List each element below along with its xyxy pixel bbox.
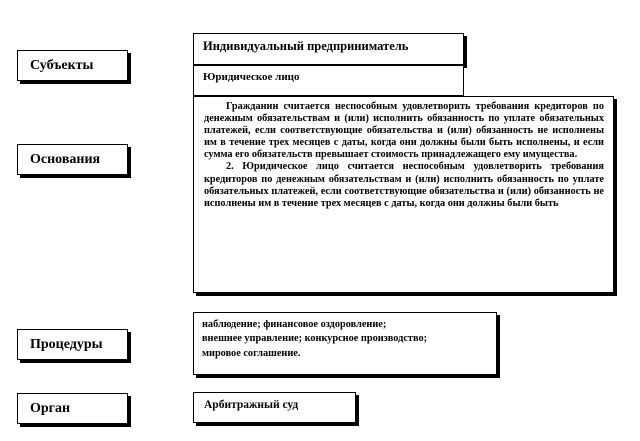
organ-box (193, 392, 356, 423)
label-procedures-text: Процедуры (30, 336, 103, 352)
subject-individual-box (193, 33, 464, 65)
label-organ (17, 393, 128, 424)
procedures-box (193, 312, 497, 375)
label-procedures (17, 329, 128, 360)
label-grounds (17, 144, 128, 175)
grounds-paragraph-1: Гражданин считается неспособным удовлетворить требования кредиторов по денежным обязательствам и (или) исполнить обязанность по уплате обязательных платежей, если соответствующие обязательства и (или) обязанность не исполнены им в течение трех месяцев с даты, когда они должны были быть исполнены, и если сумма его обязательств превышает стоимость принадлежащего ему имущества. (204, 101, 604, 161)
subject-legal-text: Юридическое лицо (203, 71, 300, 83)
grounds-box (193, 96, 614, 293)
label-subjects (17, 50, 128, 81)
label-organ-text: Орган (30, 400, 71, 416)
grounds-paragraph-2: 2. Юридическое лицо считается неспособным удовлетворить требования кредиторов по денежным обязательствам и (или) исполнить обязанность по уплате обязательных платежей, если соответствующие обязательства и (или) обязанность не исполнены им в течение трех месяцев с даты, когда они должны были быть (204, 161, 604, 209)
subject-individual-text: Индивидуальный предприниматель (203, 39, 409, 53)
label-subjects-text: Субъекты (30, 57, 94, 73)
procedures-line-2: внешнее управление; конкурсное производство; (202, 333, 428, 345)
organ-text: Арбитражный суд (204, 399, 299, 411)
procedures-line-1: наблюдение; финансовое оздоровление; (202, 319, 387, 330)
procedures-line-3: мировое соглашение. (202, 347, 301, 359)
subject-legal-box (193, 65, 464, 96)
label-grounds-text: Основания (30, 151, 101, 167)
